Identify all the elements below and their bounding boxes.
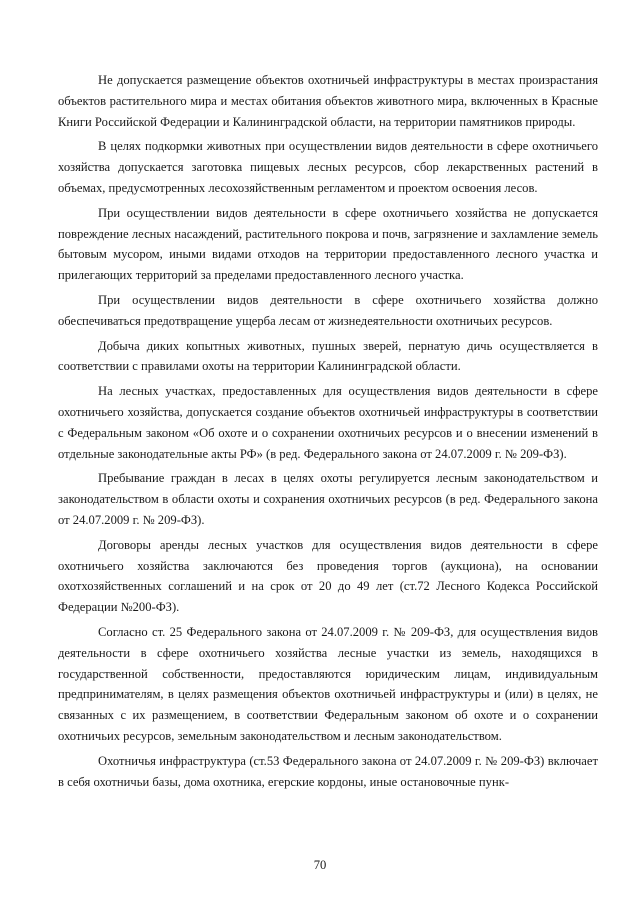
- paragraph-8: Договоры аренды лесных участков для осуществления видов деятельности в сфере охотничьего хозяйства заключаются без проведения торгов (аукциона), на основании охотхозяйственных соглашений и на срок от 20 до 49 лет (ст.72 Лесного Кодекса Российской Федерации №200-ФЗ).: [58, 537, 598, 615]
- paragraph-1: Не допускается размещение объектов охотничьей инфраструктуры в местах произрастания объектов растительного мира и местах обитания объектов животного мира, включенных в Красные Книги Российской Федерации и Калининградской области, на территории памятников природы.: [58, 73, 598, 129]
- paragraph-5: Добыча диких копытных животных, пушных зверей, пернатую дичь осуществляется в соответствии с правилами охоты на территории Калининградской области.: [58, 338, 598, 374]
- paragraph-3: При осуществлении видов деятельности в сфере охотничьего хозяйства не допускается повреждение лесных насаждений, растительного покрова и почв, загрязнение и захламление земель бытовым мусором, иными видами отходов на территории предоставленного лесного участка и прилегающих территорий за пределами предоставленного лесного участка.: [58, 205, 598, 283]
- paragraph-7: Пребывание граждан в лесах в целях охоты регулируется лесным законодательством и законодательством в области охоты и сохранения охотничьих ресурсов (в ред. Федерального закона от 24.07.2009 г. № 209-ФЗ).: [58, 471, 598, 527]
- paragraph-10: Охотничья инфраструктура (ст.53 Федерального закона от 24.07.2009 г. № 209-ФЗ) включает в себя охотничьи базы, дома охотника, егерские кордоны, иные остановочные пунк-: [58, 753, 598, 789]
- paragraph-4: При осуществлении видов деятельности в сфере охотничьего хозяйства должно обеспечиваться предотвращение ущерба лесам от жизнедеятельности охотничьих ресурсов.: [58, 292, 598, 328]
- page-number: 70: [313, 858, 327, 872]
- document-body: [58, 70, 598, 796]
- paragraph-2: В целях подкормки животных при осуществлении видов деятельности в сфере охотничьего хозяйства допускается заготовка пищевых лесных ресурсов, сбор лекарственных растений в объемах, предусмотренных лесохозяйственным регламентом и проектом освоения лесов.: [58, 139, 598, 195]
- paragraph-6: На лесных участках, предоставленных для осуществления видов деятельности в сфере охотничьего хозяйства, допускается создание объектов охотничьей инфраструктуры в соответствии с Федеральным законом «Об охоте и о сохранении охотничьих ресурсов и о внесении изменений в отдельные законодательные акты РФ» (в ред. Федерального закона от 24.07.2009 г. № 209-ФЗ).: [58, 384, 598, 461]
- paragraph-9: Согласно ст. 25 Федерального закона от 24.07.2009 г. № 209-ФЗ, для осуществления видов деятельности в сфере охотничьего хозяйства лесные участки из земель, находящихся в государственной собственности, предоставляются юридическим лицам, индивидуальным предпринимателям, в целях размещения объектов охотничьей инфраструктуры и (или) в целях, не связанных с их размещением, в соответствии Федеральным законом об охоте и о сохранении охотничьих ресурсов, земельным законодательством и лесным законодательством.: [58, 624, 598, 743]
